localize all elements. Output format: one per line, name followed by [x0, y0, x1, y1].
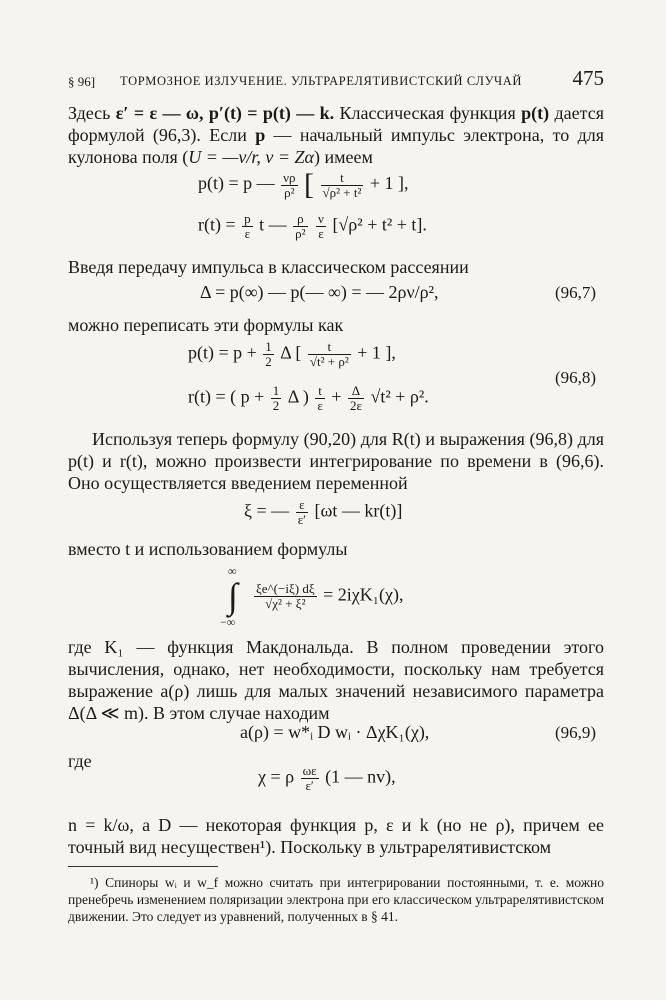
numerator: t — [308, 340, 351, 355]
equation-96-9: a(ρ) = w*ᵢ D wᵢ · ΔχK₁(χ), — [240, 722, 430, 742]
equation-chi — [258, 764, 396, 793]
eq-lhs: r(t) = ( p + — [188, 386, 265, 407]
denominator: ρ² — [284, 184, 295, 200]
integral-sign: ∫ — [228, 576, 238, 616]
denominator: ε′ — [305, 778, 314, 793]
eq-mid: t — — [259, 214, 287, 235]
denominator: ε — [317, 398, 323, 413]
formula-inline: U = —ν/r, ν = Zα — [188, 147, 314, 167]
denominator: ρ² — [295, 226, 306, 241]
eq-lhs: χ = ρ — [258, 766, 295, 787]
fraction — [242, 212, 253, 241]
text: — начальный импульс электрона, то для кулонова поля ( — [68, 125, 604, 167]
eq-tail: (1 — nv), — [325, 766, 396, 787]
equation-xi — [244, 498, 402, 527]
formula-inline: p — [255, 125, 266, 145]
footnote-rule — [68, 866, 218, 867]
numerator: 1 — [265, 339, 272, 354]
denominator: 2 — [265, 354, 272, 369]
equation-96-7: Δ = p(∞) — p(— ∞) = — 2ρν/ρ², — [200, 282, 439, 302]
footnote: ¹) Спиноры wᵢ и w_f можно считать при интегрировании постоянными, т. е. можно пренебречь изменением поляризации электрона при его классическом ультрарелятивистском движении. Это следует из уравнений, полученных в § 41. — [68, 875, 604, 924]
fraction — [308, 340, 351, 369]
integral-upper-limit: ∞ — [228, 564, 237, 578]
denominator: ε′ — [297, 512, 306, 527]
equation-r-of-t-2 — [188, 384, 429, 413]
equation-r-of-t — [198, 212, 427, 241]
fraction — [271, 384, 282, 413]
equation-number: (96,9) — [555, 723, 597, 742]
page-number: 475 — [572, 66, 604, 90]
paragraph-3: можно переписать эти формулы как — [68, 315, 344, 335]
text: Здесь — [68, 103, 116, 123]
equation-number: (96,8) — [555, 368, 597, 387]
paragraph-2: Введя передачу импульса в классическом рассеянии — [68, 257, 469, 277]
page-header — [68, 64, 604, 94]
eq-tail: √t² + ρ². — [370, 386, 429, 407]
running-title: ТОРМОЗНОЕ ИЗЛУЧЕНИЕ. УЛЬТРАРЕЛЯТИВИСТСКИЙ СЛУЧАЙ — [120, 74, 523, 88]
equation-integral — [252, 582, 404, 611]
bracket: [ — [304, 168, 315, 201]
paragraph-6: где K₁ — функция Макдональда. В полном проведении этого вычисления, однако, нет необходимости, поскольку нам требуется выражение a(ρ) лишь для малых значений независимого параметра Δ(Δ ≪ m). В этом случае находим — [68, 637, 604, 723]
paragraph-7: где — [68, 751, 92, 771]
paragraph-1 — [68, 102, 604, 168]
text: ) имеем — [313, 147, 373, 167]
eq-tail: [√ρ² + t² + t]. — [332, 214, 427, 235]
numerator: ξe^(−iξ) dξ — [256, 581, 315, 596]
numerator: t — [315, 384, 324, 399]
numerator: ρ — [293, 212, 307, 227]
integral-lower-limit: −∞ — [220, 615, 236, 629]
denominator: 2 — [272, 398, 280, 413]
denominator: ε — [244, 226, 251, 241]
fraction — [316, 212, 326, 241]
equation-p-of-t-2 — [188, 340, 396, 369]
numerator: ωε — [302, 763, 317, 778]
eq-rhs: = 2iχK₁(χ), — [323, 584, 404, 605]
fraction — [263, 340, 274, 369]
text: дается формулой (96,3). Если — [68, 103, 604, 145]
fraction — [315, 384, 324, 413]
paragraph-4: Используя теперь формулу (90,20) для R(t) и выражения (96,8) для p(t) и r(t), можно произвести интегрирование по времени в (96,6). Оно осуществляется введением переменной — [68, 429, 604, 493]
text: Классическая функция — [334, 103, 522, 123]
fraction — [254, 582, 317, 611]
fraction — [281, 171, 297, 200]
numerator: t — [321, 171, 364, 186]
equation-p-of-t — [198, 168, 409, 202]
eq-plus: + — [331, 386, 342, 407]
fraction — [293, 212, 307, 241]
formula-inline: ε′ = ε — ω, p′(t) = p(t) — k. — [115, 103, 335, 123]
eq-mid: Δ [ — [280, 342, 302, 363]
denominator: √ρ² + t² — [322, 184, 362, 200]
formula-inline: p(t) — [521, 103, 550, 123]
fraction — [301, 764, 319, 793]
numerator: ε — [296, 498, 308, 513]
eq-tail: [ωt — kr(t)] — [314, 500, 403, 521]
denominator: ε — [318, 226, 324, 241]
numerator: 1 — [272, 383, 280, 398]
eq-mid: Δ ) — [287, 386, 309, 407]
fraction — [348, 384, 364, 413]
eq-tail: + 1 ], — [369, 173, 409, 194]
numerator: ν — [318, 211, 324, 226]
numerator: p — [244, 211, 251, 226]
paragraph-5: вместо t и использованием формулы — [68, 539, 348, 559]
eq-tail: + 1 ], — [357, 342, 396, 363]
paragraph-8: n = k/ω, а D — некоторая функция p, ε и k (но не ρ), причем ее точный вид несуществен¹). Поскольку в ультрарелятивистском — [68, 815, 604, 857]
denominator: √t² + ρ² — [309, 354, 349, 369]
section-ref: § 96] — [68, 74, 96, 89]
eq-lhs: p(t) = p + — [188, 342, 257, 363]
numerator: νρ — [283, 169, 296, 185]
eq-lhs: ξ = — — [244, 500, 290, 521]
eq-lhs: r(t) = — [198, 214, 236, 235]
numerator: Δ — [348, 384, 364, 399]
fraction — [296, 498, 308, 527]
equation-number: (96,7) — [555, 283, 597, 302]
eq-lhs: p(t) = p — — [198, 173, 275, 194]
denominator: √χ² + ξ² — [265, 596, 306, 611]
denominator: 2ε — [349, 398, 362, 413]
fraction — [321, 171, 364, 200]
